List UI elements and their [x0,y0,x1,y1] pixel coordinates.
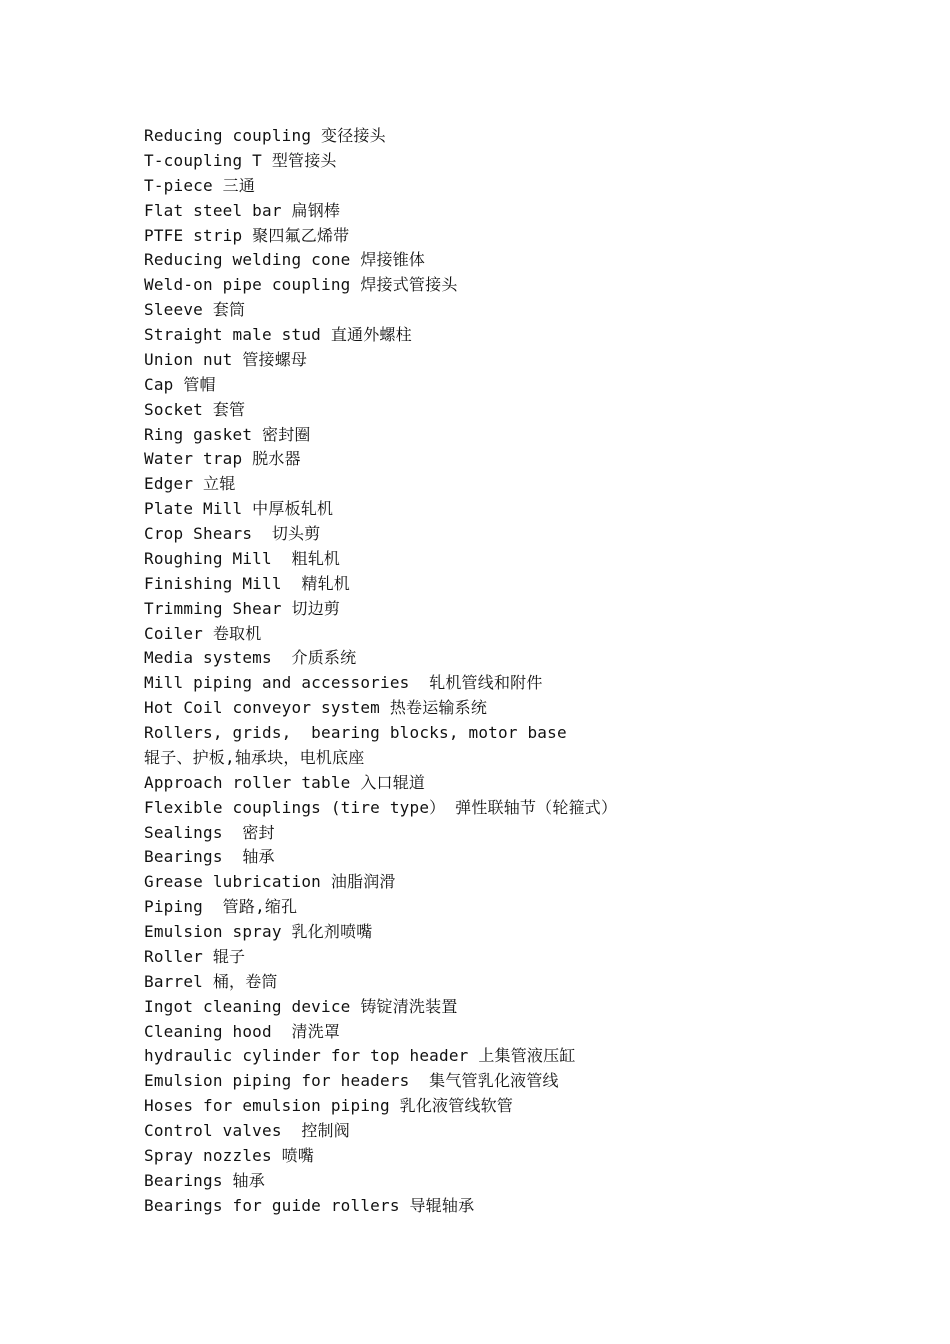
glossary-line: Bearings 轴承 [144,847,275,867]
glossary-line: Coiler 卷取机 [144,623,262,643]
glossary-line: Control valves 控制阀 [144,1121,350,1140]
glossary-list [144,124,904,1219]
glossary-line: Spray nozzles 喷嘴 [144,1145,315,1165]
glossary-line: Crop Shears 切头剪 [144,524,321,543]
glossary-line: Edger 立辊 [144,474,236,494]
glossary-line: T-piece 三通 [144,175,256,195]
glossary-line: Barrel 桶，卷筒 [144,971,278,991]
glossary-line: Emulsion spray 乳化剂喷嘴 [144,922,373,941]
glossary-line: Flexible couplings (tire type） 弹性联轴节（轮箍式） [144,797,618,817]
glossary-line: T-coupling T 型管接头 [144,150,337,170]
glossary-line: Reducing coupling 变径接头 [144,126,386,145]
glossary-line: Flat steel bar 扁钢棒 [144,200,341,220]
glossary-line: Ring gasket 密封圈 [144,424,311,444]
glossary-line: Rollers, grids, bearing blocks, motor base [144,723,567,742]
glossary-line: Roller 辊子 [144,946,246,966]
glossary-line: Piping 管路,缩孔 [144,897,298,917]
glossary-line: Grease lubrication 油脂润滑 [144,872,396,892]
glossary-line: Mill piping and accessories 轧机管线和附件 [144,673,543,693]
glossary-line: Water trap 脱水器 [144,449,301,469]
glossary-line: hydraulic cylinder for top header 上集管液压缸 [144,1046,576,1066]
glossary-line: Cap 管帽 [144,374,216,394]
glossary-line: Union nut 管接螺母 [144,349,308,369]
glossary-line: 辊子、护板,轴承块，电机底座 [144,747,365,767]
glossary-line: Ingot cleaning device 铸锭清洗装置 [144,996,458,1016]
glossary-line: Hot Coil conveyor system 热卷运输系统 [144,698,488,718]
glossary-line: Media systems 介质系统 [144,648,357,668]
glossary-line: Weld-on pipe coupling 焊接式管接头 [144,275,458,295]
glossary-line: Roughing Mill 粗轧机 [144,548,341,568]
glossary-line: Plate Mill 中厚板轧机 [144,499,334,519]
glossary-line: Trimming Shear 切边剪 [144,598,341,618]
glossary-line: Socket 套管 [144,399,246,419]
glossary-line: Reducing welding cone 焊接锥体 [144,250,426,270]
glossary-line: Cleaning hood 清洗罩 [144,1021,341,1041]
glossary-line: Bearings for guide rollers 导辊轴承 [144,1195,475,1215]
glossary-line: Emulsion piping for headers 集气管乳化液管线 [144,1071,559,1091]
glossary-line: Finishing Mill 精轧机 [144,573,350,593]
glossary-line: Hoses for emulsion piping 乳化液管线软管 [144,1096,514,1116]
glossary-line: Straight male stud 直通外螺柱 [144,325,412,344]
glossary-line: Approach roller table 入口辊道 [144,772,426,792]
glossary-line: PTFE strip 聚四氟乙烯带 [144,225,350,245]
glossary-line: Sleeve 套筒 [144,300,246,320]
glossary-line: Sealings 密封 [144,822,275,842]
glossary-line: Bearings 轴承 [144,1170,265,1190]
